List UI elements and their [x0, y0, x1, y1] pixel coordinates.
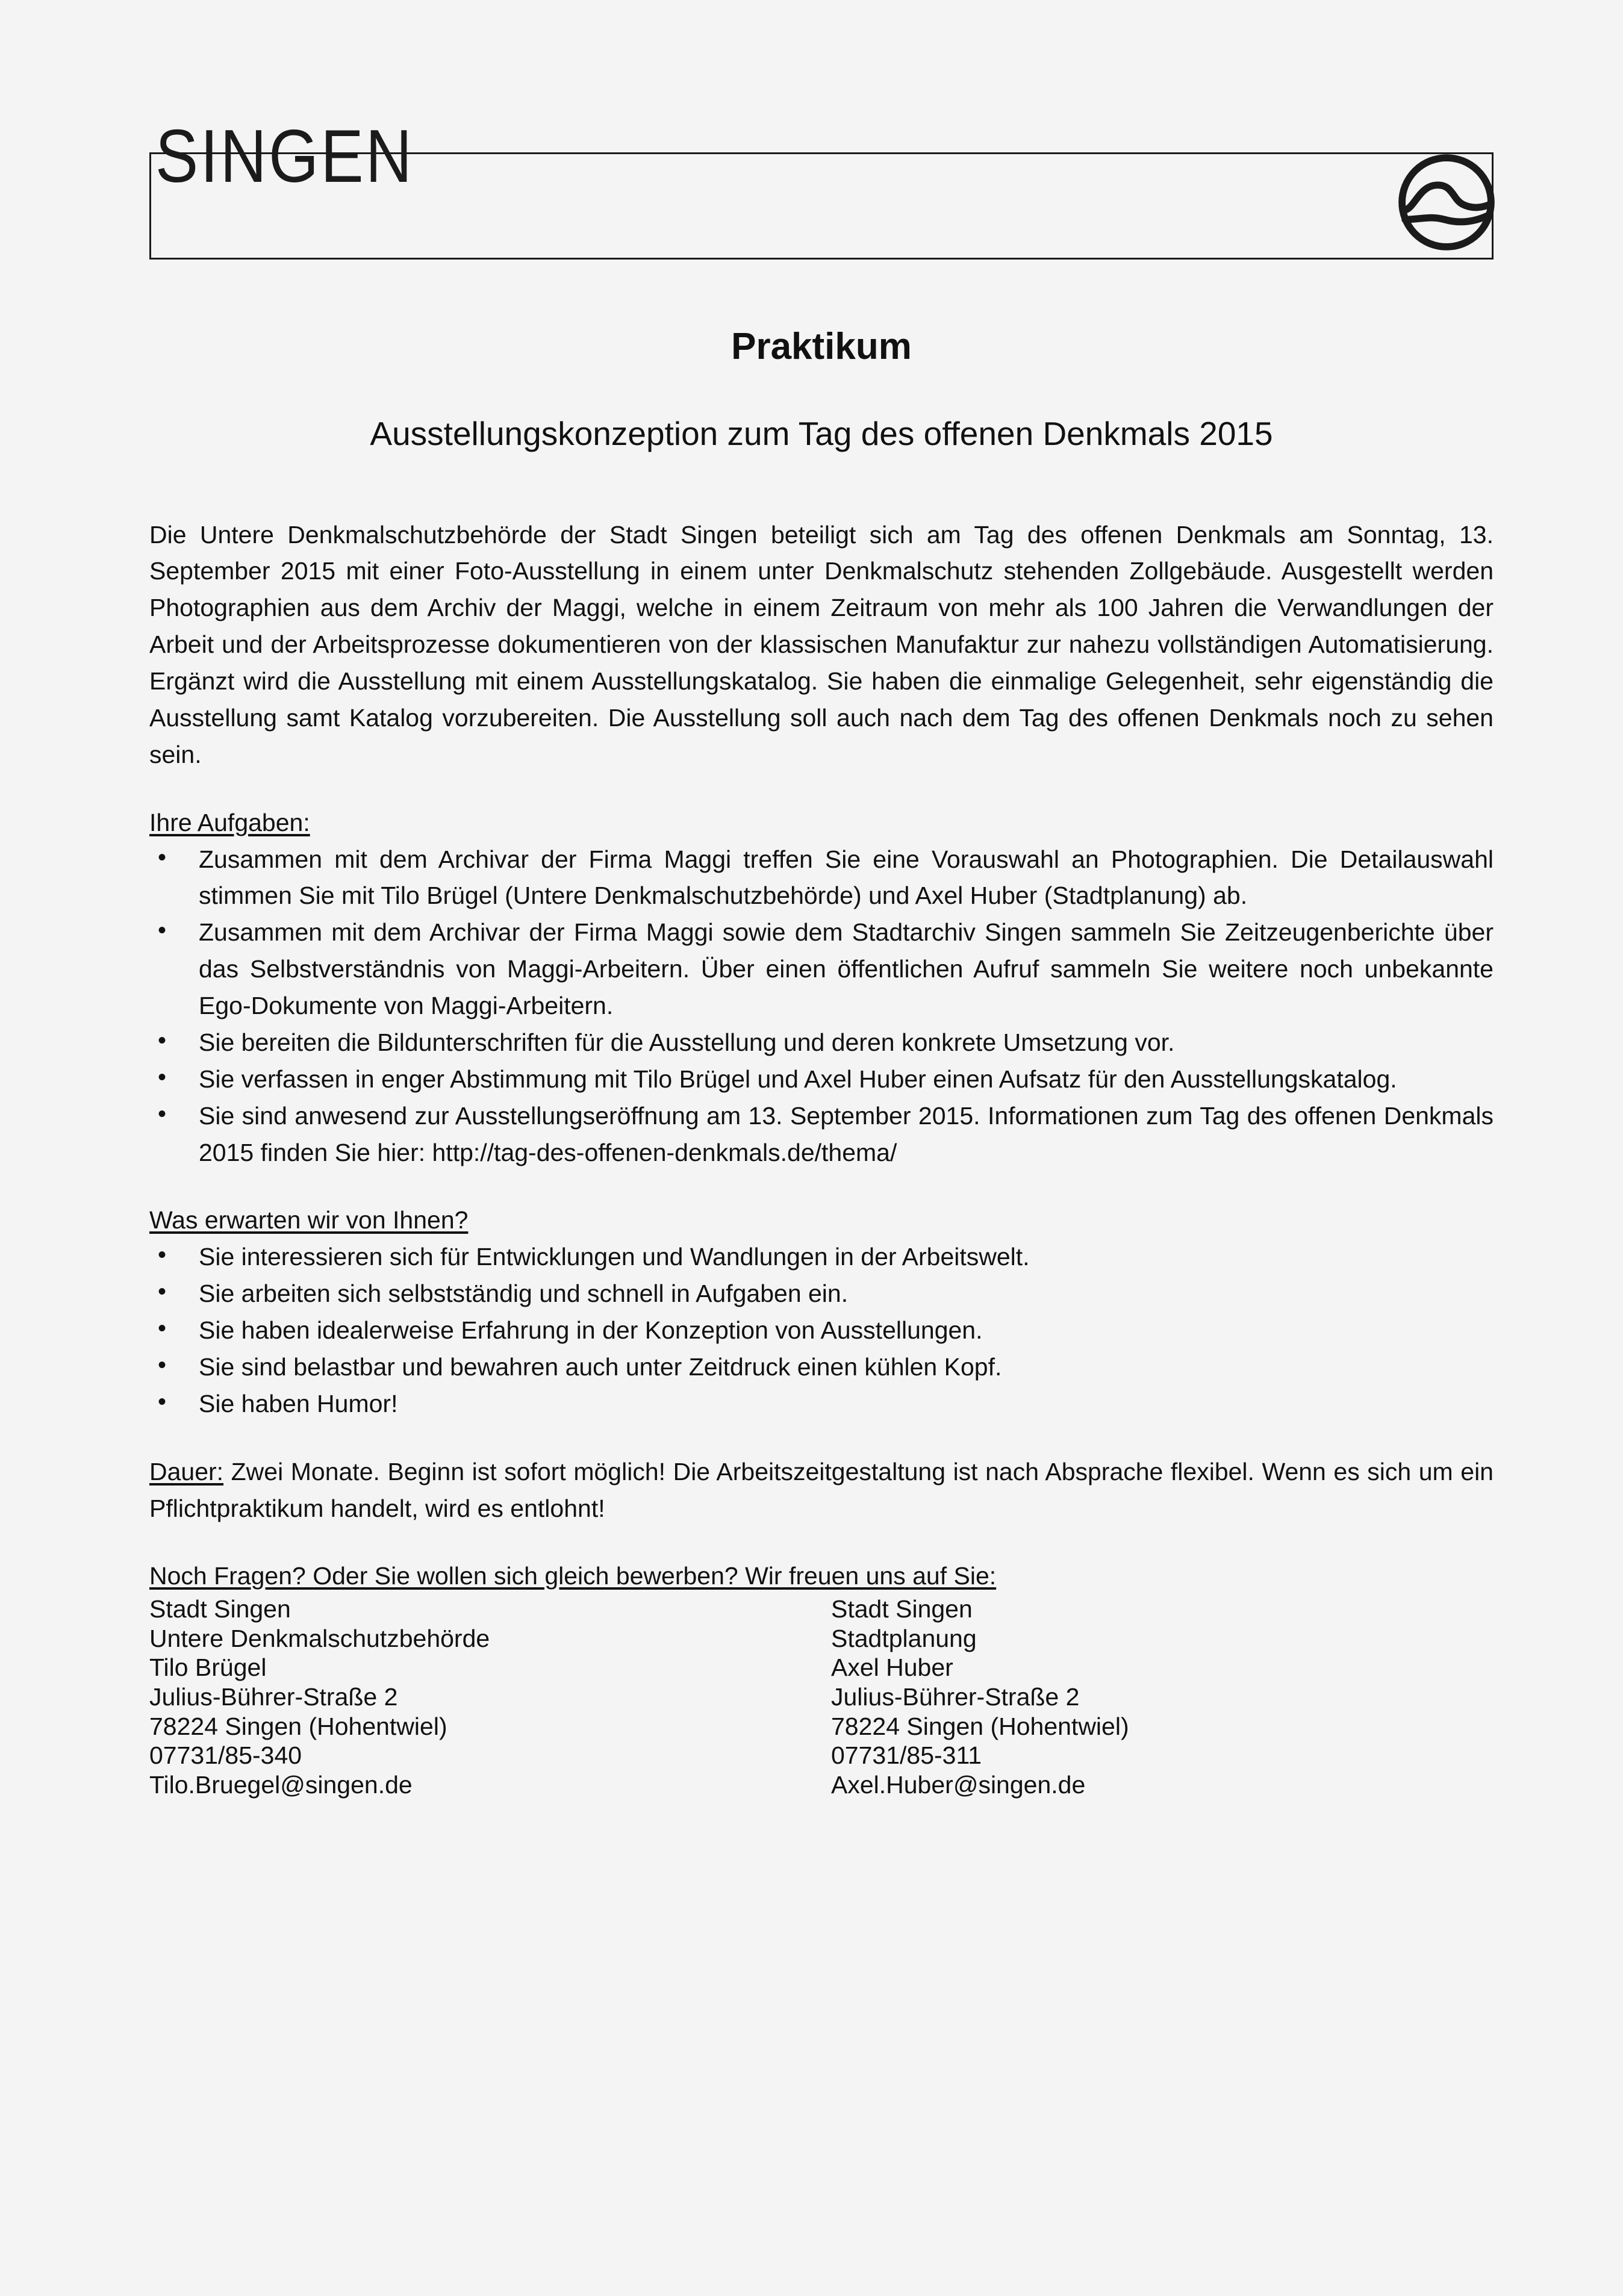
contact-email: Axel.Huber@singen.de: [831, 1770, 1086, 1799]
contact-column-right: [821, 1594, 1494, 1799]
spacer: [149, 1171, 1494, 1202]
expectations-heading-label: Was erwarten wir von Ihnen?: [149, 1206, 469, 1234]
list-item: • Zusammen mit dem Archivar der Firma Maggi sowie dem Stadtarchiv Singen sammeln Sie Zeitzeugenberichte über das Selbstverständnis von Maggi-Arbeitern. Über einen öffentlichen Aufruf sammeln Sie weitere noch unbekannte Ego-Dokumente von Maggi-Arbeitern.: [149, 914, 1494, 1024]
tasks-list: [149, 841, 1494, 1171]
spacer: [149, 1526, 1494, 1558]
tasks-heading-label: Ihre Aufgaben:: [149, 808, 310, 836]
page-title: Praktikum: [731, 326, 912, 367]
spacer: [149, 1422, 1494, 1454]
list-item: • Sie bereiten die Bildunterschriften für die Ausstellung und deren konkrete Umsetzung vor.: [149, 1024, 1494, 1061]
page-subtitle: Ausstellungskonzeption zum Tag des offenen Denkmals 2015: [370, 415, 1273, 453]
contact-heading: [149, 1558, 1494, 1594]
contact-heading-label: Noch Fragen? Oder Sie wollen sich gleich bewerben? Wir freuen uns auf Sie:: [149, 1562, 997, 1590]
contact-line: Axel Huber: [831, 1654, 953, 1682]
contact-line: 07731/85-340: [149, 1741, 302, 1770]
contact-email: Tilo.Bruegel@singen.de: [149, 1770, 413, 1799]
list-item: • Zusammen mit dem Archivar der Firma Maggi treffen Sie eine Vorauswahl an Photographien. Die Detailauswahl stimmen Sie mit Tilo Brügel (Untere Denkmalschutzbehörde) und Axel Huber (Stadtplanung) ab.: [149, 841, 1494, 915]
list-item: • Sie verfassen in enger Abstimmung mit Tilo Brügel und Axel Huber einen Aufsatz für den Ausstellungskatalog.: [149, 1061, 1494, 1098]
contact-line: Julius-Bührer-Straße 2: [831, 1683, 1080, 1711]
intro-paragraph: Die Untere Denkmalschutzbehörde der Stadt Singen beteiligt sich am Tag des offenen Denkmals am Sonntag, 13. September 2015 mit einer Foto-Ausstellung in einem unter Denkmalschutz stehenden Zollgebäude. Ausgestellt werden Photographien aus dem Archiv der Maggi, welche in einem Zeitraum von mehr als 100 Jahren die Verwandlungen der Arbeit und der Arbeitsprozesse dokumentieren von der klassischen Manufaktur zur nahezu vollständigen Automatisierung. Ergänzt wird die Ausstellung mit einem Ausstellungskatalog. Sie haben die einmalige Gelegenheit, sehr eigenständig die Ausstellung samt Katalog vorzubereiten. Die Ausstellung soll auch nach dem Tag des offenen Denkmals noch zu sehen sein.: [149, 520, 1494, 768]
spacer: [149, 773, 1494, 804]
contact-line: 07731/85-311: [831, 1741, 982, 1770]
duration-label: Dauer:: [149, 1457, 224, 1486]
expectations-list: [149, 1239, 1494, 1422]
contact-line: 78224 Singen (Hohentwiel): [149, 1712, 447, 1740]
contact-line: Julius-Bührer-Straße 2: [149, 1683, 398, 1711]
contact-line: Stadt Singen: [831, 1595, 973, 1623]
contact-block: [149, 1594, 1494, 1799]
singen-wordmark: SINGEN: [155, 115, 414, 198]
contact-line: Tilo Brügel: [149, 1654, 267, 1682]
list-item: • Sie interessieren sich für Entwicklungen und Wandlungen in der Arbeitswelt.: [149, 1239, 1494, 1275]
list-item: • Sie sind belastbar und bewahren auch unter Zeitdruck einen kühlen Kopf.: [149, 1349, 1494, 1386]
contact-line: Untere Denkmalschutzbehörde: [149, 1624, 490, 1652]
contact-line: Stadt Singen: [149, 1595, 291, 1623]
expectations-heading: [149, 1202, 1494, 1239]
tasks-heading: [149, 804, 1494, 841]
list-item: • Sie haben Humor!: [149, 1386, 1494, 1422]
singen-wave-circle-logo-icon: [1396, 152, 1497, 253]
contact-line: 78224 Singen (Hohentwiel): [831, 1712, 1129, 1740]
contact-line: Stadtplanung: [831, 1624, 977, 1652]
document-body: [149, 325, 1494, 1799]
duration-text: Zwei Monate. Beginn ist sofort möglich! Die Arbeitszeitgestaltung ist nach Absprache flexibel. Wenn es sich um ein Pflichtpraktikum handelt, wird es entlohnt!: [149, 1457, 1494, 1522]
list-item: • Sie arbeiten sich selbstständig und schnell in Aufgaben ein.: [149, 1275, 1494, 1312]
duration-paragraph: [149, 1454, 1494, 1527]
list-item: • Sie sind anwesend zur Ausstellungseröffnung am 13. September 2015. Informationen zum Tag des offenen Denkmals 2015 finden Sie hier: http://tag-des-offenen-denkmals.de/thema/: [149, 1098, 1494, 1171]
contact-column-left: [149, 1594, 821, 1799]
list-item: • Sie haben idealerweise Erfahrung in der Konzeption von Ausstellungen.: [149, 1312, 1494, 1349]
